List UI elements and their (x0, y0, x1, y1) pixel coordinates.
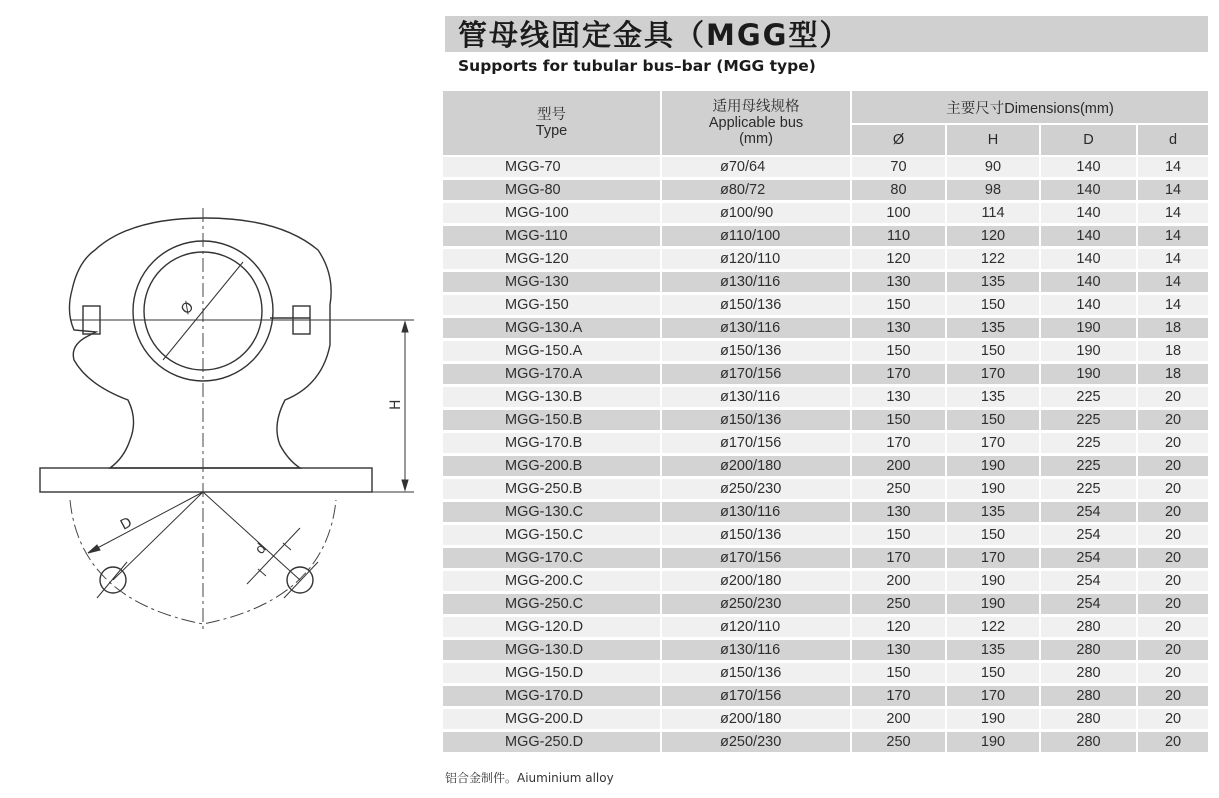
hole-cell: 20 (1137, 547, 1209, 570)
type-cell: MGG-150.D (443, 662, 661, 685)
diameter-cell: 130 (851, 317, 946, 340)
header-bus (661, 91, 851, 156)
spec-table-body (443, 156, 1209, 754)
hole-cell: 14 (1137, 271, 1209, 294)
hole-cell: 20 (1137, 662, 1209, 685)
hole-cell: 20 (1137, 570, 1209, 593)
page-subtitle: Supports for tubular bus–bar (MGG type) (458, 57, 816, 75)
height-cell: 170 (946, 432, 1040, 455)
hole-cell: 20 (1137, 478, 1209, 501)
diameter-cell: 200 (851, 455, 946, 478)
diameter-cell: 170 (851, 547, 946, 570)
diameter-cell: 200 (851, 708, 946, 731)
type-cell: MGG-170.A (443, 363, 661, 386)
type-cell: MGG-130 (443, 271, 661, 294)
table-row (443, 432, 1209, 455)
type-cell: MGG-130.A (443, 317, 661, 340)
header-bus-unit: (mm) (739, 131, 773, 147)
bus-cell: ø170/156 (661, 685, 851, 708)
bolt-circle-cell: 190 (1040, 317, 1137, 340)
diameter-cell: 170 (851, 432, 946, 455)
bolt-circle-cell: 140 (1040, 179, 1137, 202)
diameter-label: Ø (178, 299, 198, 318)
bolt-circle-cell: 254 (1040, 547, 1137, 570)
hole-cell: 14 (1137, 294, 1209, 317)
height-cell: 135 (946, 639, 1040, 662)
diameter-cell: 170 (851, 685, 946, 708)
diameter-cell: 80 (851, 179, 946, 202)
bus-cell: ø130/116 (661, 317, 851, 340)
diameter-cell: 100 (851, 202, 946, 225)
bolt-circle-cell: 254 (1040, 570, 1137, 593)
bolt-circle-cell: 254 (1040, 593, 1137, 616)
type-cell: MGG-150.B (443, 409, 661, 432)
bolt-circle-cell: 190 (1040, 340, 1137, 363)
height-cell: 190 (946, 570, 1040, 593)
diameter-cell: 130 (851, 501, 946, 524)
type-cell: MGG-150 (443, 294, 661, 317)
bolt-circle-cell: 280 (1040, 639, 1137, 662)
bus-cell: ø100/90 (661, 202, 851, 225)
type-cell: MGG-70 (443, 156, 661, 179)
diameter-cell: 120 (851, 616, 946, 639)
height-cell: 170 (946, 363, 1040, 386)
table-row (443, 501, 1209, 524)
hole-cell: 18 (1137, 317, 1209, 340)
footnote: 铝合金制件。Aiuminium alloy (445, 771, 614, 785)
bolt-circle-label: D (117, 514, 135, 534)
spec-table (443, 91, 1210, 755)
hole-cell: 20 (1137, 731, 1209, 754)
height-cell: 120 (946, 225, 1040, 248)
bolt-circle-cell: 280 (1040, 685, 1137, 708)
height-cell: 135 (946, 271, 1040, 294)
hole-cell: 20 (1137, 409, 1209, 432)
bus-cell: ø170/156 (661, 547, 851, 570)
bus-cell: ø150/136 (661, 662, 851, 685)
page-title: 管母线固定金具（MGG型） (458, 18, 851, 52)
bus-cell: ø200/180 (661, 455, 851, 478)
bus-cell: ø250/230 (661, 593, 851, 616)
table-row (443, 294, 1209, 317)
hole-cell: 18 (1137, 363, 1209, 386)
table-row (443, 317, 1209, 340)
bus-cell: ø130/116 (661, 386, 851, 409)
table-row (443, 179, 1209, 202)
table-row (443, 524, 1209, 547)
height-cell: 190 (946, 708, 1040, 731)
bolt-circle-cell: 225 (1040, 386, 1137, 409)
bolt-circle-cell: 190 (1040, 363, 1137, 386)
hole-d-line (247, 528, 300, 584)
type-cell: MGG-250.D (443, 731, 661, 754)
type-cell: MGG-130.B (443, 386, 661, 409)
bolt-circle-cell: 225 (1040, 455, 1137, 478)
bus-cell: ø70/64 (661, 156, 851, 179)
height-cell: 190 (946, 455, 1040, 478)
hole-cell: 20 (1137, 639, 1209, 662)
table-row (443, 455, 1209, 478)
hole-cell: 20 (1137, 616, 1209, 639)
table-row (443, 271, 1209, 294)
bus-cell: ø120/110 (661, 616, 851, 639)
diameter-cell: 130 (851, 386, 946, 409)
type-cell: MGG-200.B (443, 455, 661, 478)
type-cell: MGG-170.C (443, 547, 661, 570)
height-cell: 150 (946, 294, 1040, 317)
header-type (443, 91, 661, 156)
hole-label: d (252, 540, 270, 558)
radius-d-line (88, 492, 203, 553)
diameter-cell: 250 (851, 731, 946, 754)
table-row (443, 593, 1209, 616)
bolt-circle-cell: 254 (1040, 524, 1137, 547)
hole-cell: 20 (1137, 386, 1209, 409)
bolt-circle-cell: 254 (1040, 501, 1137, 524)
bus-cell: ø250/230 (661, 478, 851, 501)
hole-cell: 20 (1137, 432, 1209, 455)
type-cell: MGG-130.D (443, 639, 661, 662)
type-cell: MGG-120 (443, 248, 661, 271)
diameter-cell: 120 (851, 248, 946, 271)
header-type-en: Type (535, 123, 568, 139)
diameter-cell: 150 (851, 662, 946, 685)
hole-cell: 20 (1137, 708, 1209, 731)
table-row (443, 639, 1209, 662)
height-cell: 190 (946, 478, 1040, 501)
diameter-cell: 130 (851, 271, 946, 294)
diameter-cell: 150 (851, 524, 946, 547)
bus-cell: ø130/116 (661, 501, 851, 524)
table-row (443, 156, 1209, 179)
table-row (443, 662, 1209, 685)
height-cell: 135 (946, 501, 1040, 524)
diameter-cell: 110 (851, 225, 946, 248)
height-cell: 98 (946, 179, 1040, 202)
height-cell: 90 (946, 156, 1040, 179)
bolt-circle-cell: 280 (1040, 708, 1137, 731)
header-d-lower: d (1137, 124, 1209, 156)
bus-cell: ø120/110 (661, 248, 851, 271)
type-cell: MGG-80 (443, 179, 661, 202)
header-d-upper: D (1040, 124, 1137, 156)
table-row (443, 547, 1209, 570)
diameter-cell: 250 (851, 478, 946, 501)
height-cell: 114 (946, 202, 1040, 225)
table-row (443, 409, 1209, 432)
hole-cell: 20 (1137, 593, 1209, 616)
header-type-cn: 型号 (537, 107, 566, 123)
hole-cell: 20 (1137, 455, 1209, 478)
bus-cell: ø150/136 (661, 294, 851, 317)
header-phi: Ø (851, 124, 946, 156)
bus-cell: ø250/230 (661, 731, 851, 754)
height-label: H (388, 399, 404, 410)
table-row (443, 570, 1209, 593)
bus-cell: ø110/100 (661, 225, 851, 248)
hole-cell: 14 (1137, 156, 1209, 179)
diameter-cell: 200 (851, 570, 946, 593)
bolt-circle-cell: 140 (1040, 225, 1137, 248)
bus-cell: ø200/180 (661, 708, 851, 731)
base-plate (40, 468, 372, 492)
diameter-cell: 150 (851, 409, 946, 432)
clamp-body-outline (69, 218, 331, 468)
height-cell: 170 (946, 547, 1040, 570)
height-cell: 190 (946, 731, 1040, 754)
diameter-cell: 150 (851, 340, 946, 363)
table-row (443, 685, 1209, 708)
bolt-circle-cell: 280 (1040, 616, 1137, 639)
height-cell: 135 (946, 317, 1040, 340)
hole-cell: 14 (1137, 179, 1209, 202)
bolt-circle-cell: 140 (1040, 271, 1137, 294)
bus-cell: ø170/156 (661, 432, 851, 455)
bus-support-drawing (0, 0, 440, 798)
header-dimensions: 主要尺寸Dimensions(mm) (851, 91, 1209, 124)
hole-cell: 20 (1137, 501, 1209, 524)
header-bus-en: Applicable bus (708, 115, 804, 131)
table-row (443, 340, 1209, 363)
table-row (443, 386, 1209, 409)
bolt-circle-cell: 280 (1040, 731, 1137, 754)
bus-cell: ø150/136 (661, 409, 851, 432)
type-cell: MGG-200.C (443, 570, 661, 593)
diameter-cell: 70 (851, 156, 946, 179)
diameter-cell: 130 (851, 639, 946, 662)
table-row (443, 248, 1209, 271)
hole-cell: 14 (1137, 202, 1209, 225)
bus-cell: ø170/156 (661, 363, 851, 386)
table-row (443, 202, 1209, 225)
header-h: H (946, 124, 1040, 156)
height-cell: 170 (946, 685, 1040, 708)
hole-cell: 18 (1137, 340, 1209, 363)
height-cell: 150 (946, 340, 1040, 363)
table-row (443, 731, 1209, 754)
height-cell: 150 (946, 662, 1040, 685)
header-bus-cn: 适用母线规格 (712, 99, 800, 115)
table-row (443, 478, 1209, 501)
bolt-circle-cell: 225 (1040, 478, 1137, 501)
hole-cell: 20 (1137, 685, 1209, 708)
height-cell: 122 (946, 248, 1040, 271)
hole-cell: 14 (1137, 225, 1209, 248)
bolt-circle-cell: 140 (1040, 294, 1137, 317)
hole-cell: 14 (1137, 248, 1209, 271)
table-row (443, 225, 1209, 248)
table-row (443, 616, 1209, 639)
bus-cell: ø150/136 (661, 340, 851, 363)
diameter-cell: 170 (851, 363, 946, 386)
table-row (443, 363, 1209, 386)
hole-cell: 20 (1137, 524, 1209, 547)
bolt-circle-cell: 140 (1040, 248, 1137, 271)
type-cell: MGG-110 (443, 225, 661, 248)
bus-cell: ø130/116 (661, 271, 851, 294)
type-cell: MGG-100 (443, 202, 661, 225)
type-cell: MGG-250.C (443, 593, 661, 616)
bus-cell: ø200/180 (661, 570, 851, 593)
bolt-circle-cell: 140 (1040, 156, 1137, 179)
height-cell: 122 (946, 616, 1040, 639)
bus-cell: ø130/116 (661, 639, 851, 662)
type-cell: MGG-170.B (443, 432, 661, 455)
type-cell: MGG-120.D (443, 616, 661, 639)
bolt-circle-cell: 140 (1040, 202, 1137, 225)
height-cell: 190 (946, 593, 1040, 616)
type-cell: MGG-150.C (443, 524, 661, 547)
height-cell: 150 (946, 409, 1040, 432)
type-cell: MGG-170.D (443, 685, 661, 708)
table-row (443, 708, 1209, 731)
type-cell: MGG-130.C (443, 501, 661, 524)
type-cell: MGG-200.D (443, 708, 661, 731)
height-cell: 150 (946, 524, 1040, 547)
height-cell: 135 (946, 386, 1040, 409)
bolt-circle-cell: 280 (1040, 662, 1137, 685)
bus-cell: ø150/136 (661, 524, 851, 547)
diameter-cell: 250 (851, 593, 946, 616)
diameter-cell: 150 (851, 294, 946, 317)
bolt-circle-cell: 225 (1040, 432, 1137, 455)
type-cell: MGG-150.A (443, 340, 661, 363)
type-cell: MGG-250.B (443, 478, 661, 501)
bolt-circle-cell: 225 (1040, 409, 1137, 432)
bus-cell: ø80/72 (661, 179, 851, 202)
